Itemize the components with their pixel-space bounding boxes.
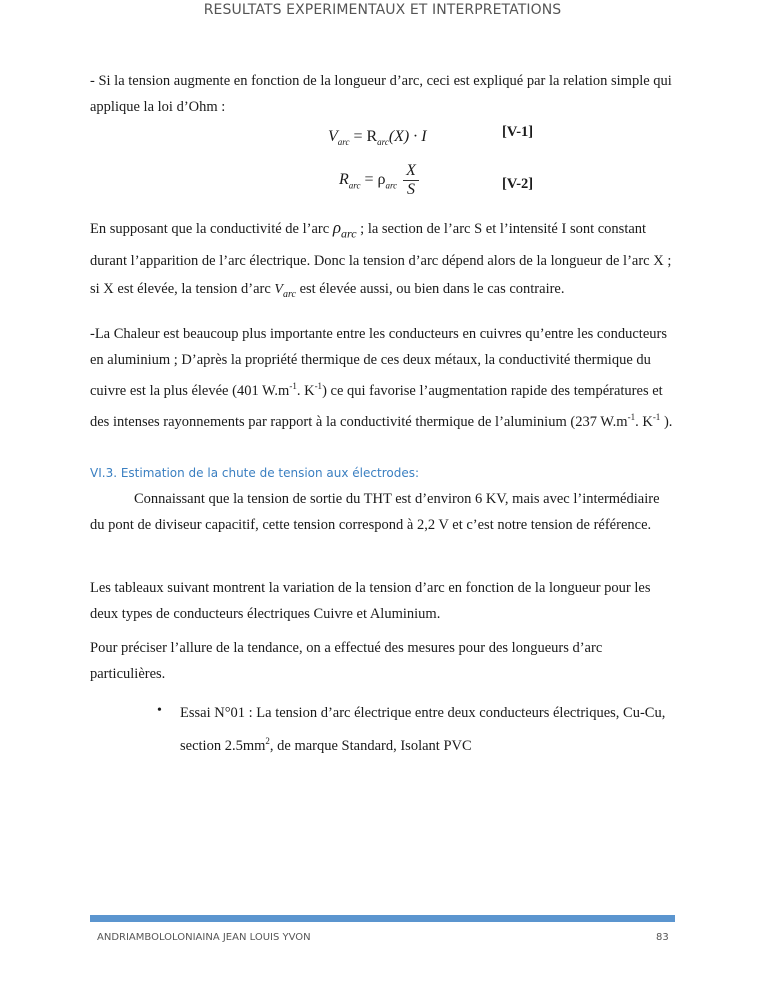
section-heading: VI.3. Estimation de la chute de tension aux électrodes: xyxy=(90,466,420,480)
page-number: 83 xyxy=(656,932,669,943)
eq1-rhs: = R xyxy=(353,128,378,145)
text-run: -La Chaleur est beaucoup plus importante entre les conducteurs en cuivres qu’entre les conducteurs en aluminium ; D’après la propriété thermique de ces deux métaux, la conductivité thermique du cuivre est la plus élevée (401 W.m xyxy=(90,326,667,399)
superscript: -1 xyxy=(314,381,323,391)
equation-v2 xyxy=(339,162,419,199)
superscript: -1 xyxy=(627,411,636,422)
paragraph-text: Pour préciser l’allure de la tendance, on a effectué des mesures pour des longueurs d’arc particulières. xyxy=(90,640,603,682)
varc-glyph: V xyxy=(274,282,283,298)
rho-symbol xyxy=(332,218,357,241)
eq2-lhs: R xyxy=(339,171,349,189)
footer-author: ANDRIAMBOLOLONIAINA JEAN LOUIS YVON xyxy=(97,932,311,943)
text-run: . K xyxy=(296,382,315,399)
rho-glyph: ρ xyxy=(332,218,341,237)
eq2-denominator: S xyxy=(407,181,416,198)
text-run: , de marque Standard, Isolant PVC xyxy=(269,737,472,754)
superscript: -1 xyxy=(652,411,661,422)
paragraph-text: - Si la tension augmente en fonction de la longueur d’arc, ceci est expliqué par la relation simple qui applique la loi d’Ohm : xyxy=(90,73,672,115)
paragraph-tables-intro xyxy=(90,575,676,627)
paragraph-text xyxy=(90,214,676,309)
paragraph-ohm-law xyxy=(90,68,676,120)
text-run: ; la section de l’arc S et l’intensité I sont constant durant l’apparition de l’arc électrique. Donc la tension d’arc dépend alors de la longueur de l’arc X ; si X est élevée, la tension d’arc xyxy=(90,221,672,298)
text-run: Essai N°01 : La tension d’arc électrique entre deux conducteurs électriques, Cu-Cu, section 2.5mm xyxy=(180,705,666,754)
text-run: ). xyxy=(660,413,673,430)
footer-divider xyxy=(90,915,675,922)
paragraph-text: Connaissant que la tension de sortie du THT est d’environ 6 KV, mais avec l’intermédiaire du pont de diviseur capacitif, cette tension correspond à 2,2 V et c’est notre tension de référence. xyxy=(90,491,660,533)
eq2-mid-sub: arc xyxy=(385,180,398,191)
varc-symbol xyxy=(274,282,296,301)
paragraph-text: Les tableaux suivant montrent la variation de la tension d’arc en fonction de la longueur pour les deux types de conducteurs électriques Cuivre et Aluminium. xyxy=(90,580,651,622)
paragraph-conductivity xyxy=(90,214,676,309)
rho-sub: arc xyxy=(340,226,357,241)
text-run: est élevée aussi, ou bien dans le cas contraire. xyxy=(295,281,565,298)
text-run: ) ce qui favorise l’augmentation rapide des températures et des intenses rayonnements par rapport à la conductivité thermique de l’aluminium (237 W.m xyxy=(90,382,663,430)
paragraph-reference-voltage xyxy=(90,486,676,538)
eq2-mid: = ρ xyxy=(364,171,386,189)
eq1-rhs-sub: arc xyxy=(377,137,389,148)
eq2-numerator: X xyxy=(403,162,419,181)
paragraph-text xyxy=(90,321,676,435)
text-run: . K xyxy=(635,413,653,430)
bullet-icon: • xyxy=(157,703,162,718)
bullet-item-essai-01 xyxy=(180,699,670,760)
text-run: En supposant que la conductivité de l’arc xyxy=(90,221,333,237)
eq1-tail: (X) · I xyxy=(388,128,427,145)
paragraph-heat xyxy=(90,321,676,435)
varc-sub: arc xyxy=(282,289,296,301)
equation-label-v1: [V-1] xyxy=(502,124,534,140)
equation-v1 xyxy=(328,128,427,147)
eq1-lhs-sub: arc xyxy=(337,137,350,148)
eq1-lhs: V xyxy=(328,128,338,145)
equation-label-v2: [V-2] xyxy=(502,176,534,192)
superscript: -1 xyxy=(289,381,297,391)
eq2-fraction xyxy=(403,162,419,199)
superscript: 2 xyxy=(265,736,270,746)
running-header: RESULTATS EXPERIMENTAUX ET INTERPRETATIONS xyxy=(203,2,562,18)
eq2-lhs-sub: arc xyxy=(348,180,361,191)
paragraph-trend xyxy=(90,635,676,687)
